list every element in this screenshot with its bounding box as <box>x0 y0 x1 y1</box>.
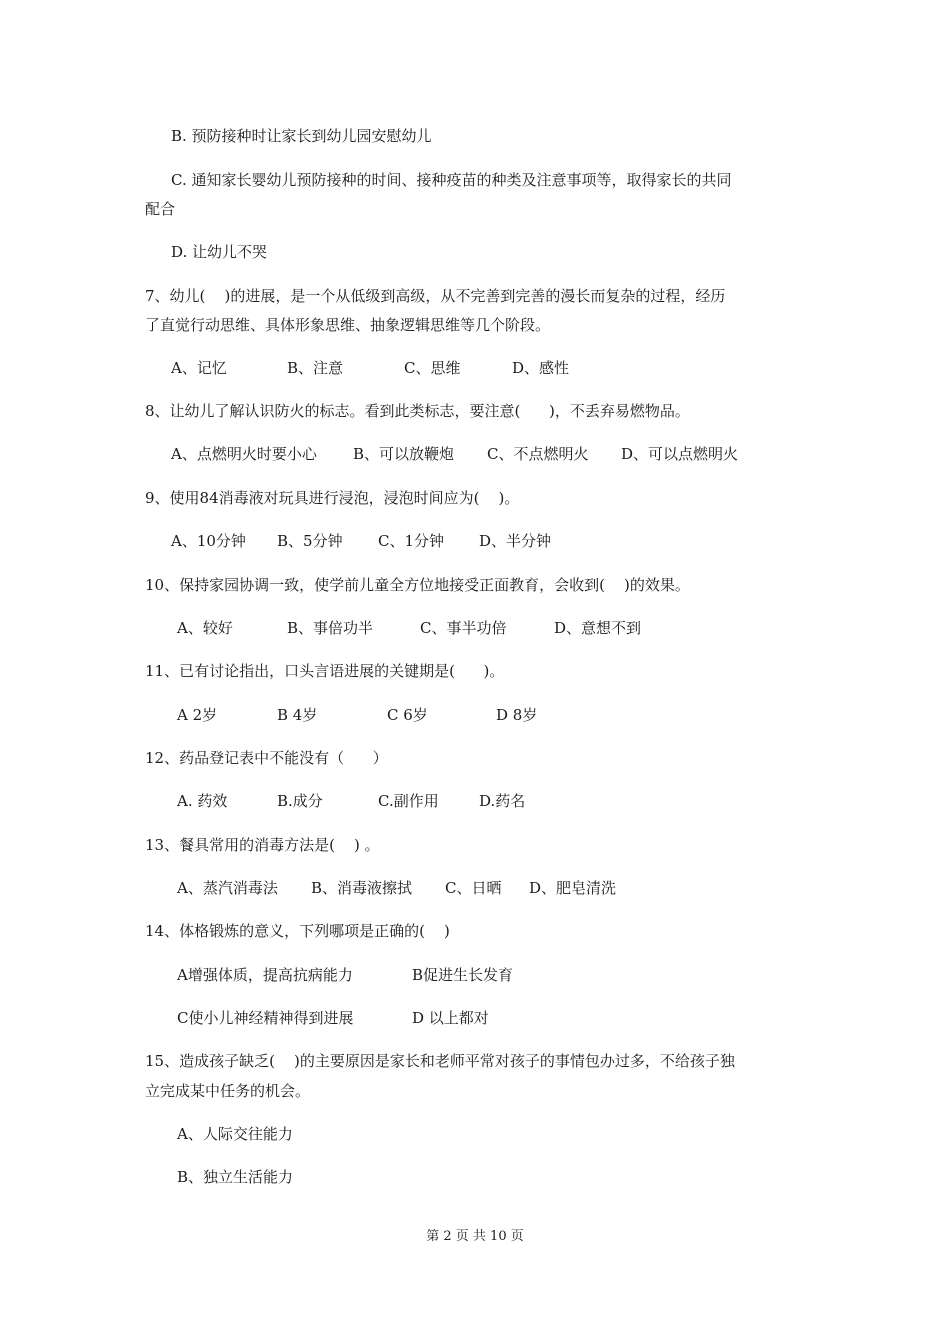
q12-option-a: A. 药效 <box>177 792 228 810</box>
q9-stem: 9、使用84消毒液对玩具进行浸泡，浸泡时间应为( )。 <box>145 489 520 507</box>
q8-option-b: B、可以放鞭炮 <box>353 445 455 463</box>
q11-option-a: A 2岁 <box>177 706 218 724</box>
q14-option-c: C使小儿神经精神得到进展 <box>177 1009 354 1027</box>
q7-option-a: A、记忆 <box>171 359 227 377</box>
q11-stem: 11、已有讨论指出，口头言语进展的关键期是( )。 <box>145 662 505 680</box>
q6-option-c-line1: C. 通知家长婴幼儿预防接种的时间、接种疫苗的种类及注意事项等，取得家长的共同 <box>171 171 732 189</box>
q12-stem: 12、药品登记表中不能没有（ ） <box>145 749 388 767</box>
q14-option-a: A增强体质，提高抗病能力 <box>177 966 353 984</box>
q13-option-b: B、消毒液擦拭 <box>311 879 413 897</box>
page-number-footer: 第 2 页 共 10 页 <box>426 1229 524 1244</box>
q11-option-b: B 4岁 <box>277 706 318 724</box>
q7-option-b: B、注意 <box>287 359 344 377</box>
q14-stem: 14、体格锻炼的意义，下列哪项是正确的( ) <box>145 922 450 940</box>
q11-option-c: C 6岁 <box>387 706 428 724</box>
q12-option-c: C.副作用 <box>378 792 439 810</box>
q10-stem: 10、保持家园协调一致，使学前儿童全方位地接受正面教育，会收到( )的效果。 <box>145 576 690 594</box>
q9-option-a: A、10分钟 <box>171 532 246 550</box>
q13-option-a: A、蒸汽消毒法 <box>177 879 278 897</box>
q9-option-d: D、半分钟 <box>479 532 552 550</box>
q15-stem-line2: 立完成某中任务的机会。 <box>145 1082 311 1100</box>
q9-option-b: B、5分钟 <box>277 532 343 550</box>
q14-option-d: D 以上都对 <box>412 1009 489 1027</box>
q15-option-b: B、独立生活能力 <box>177 1168 294 1186</box>
q11-option-d: D 8岁 <box>496 706 538 724</box>
q8-option-a: A、点燃明火时要小心 <box>171 445 317 463</box>
q7-stem-line1: 7、幼儿( )的进展，是一个从低级到高级，从不完善到完善的漫长而复杂的过程，经历 <box>145 287 726 305</box>
q7-option-c: C、思维 <box>404 359 461 377</box>
q6-option-d: D. 让幼儿不哭 <box>171 243 268 261</box>
q8-option-c: C、不点燃明火 <box>487 445 589 463</box>
q8-stem: 8、让幼儿了解认识防火的标志。看到此类标志，要注意( )，不丢弃易燃物品。 <box>145 402 690 420</box>
q7-option-d: D、感性 <box>512 359 570 377</box>
q9-option-c: C、1分钟 <box>378 532 445 550</box>
q6-option-c-line2: 配合 <box>145 200 176 218</box>
q10-option-a: A、较好 <box>177 619 233 637</box>
q10-option-b: B、事倍功半 <box>287 619 374 637</box>
q12-option-b: B.成分 <box>277 792 323 810</box>
q15-option-a: A、人际交往能力 <box>177 1125 293 1143</box>
q13-option-c: C、日晒 <box>445 879 502 897</box>
q7-stem-line2: 了直觉行动思维、具体形象思维、抽象逻辑思维等几个阶段。 <box>145 316 551 334</box>
q13-stem: 13、餐具常用的消毒方法是( ) 。 <box>145 836 380 854</box>
q10-option-c: C、事半功倍 <box>420 619 507 637</box>
q12-option-d: D.药名 <box>479 792 526 810</box>
q14-option-b: B促进生长发育 <box>412 966 514 984</box>
q10-option-d: D、意想不到 <box>554 619 642 637</box>
q6-option-b: B. 预防接种时让家长到幼儿园安慰幼儿 <box>171 127 432 145</box>
q8-option-d: D、可以点燃明火 <box>621 445 739 463</box>
q13-option-d: D、肥皂清洗 <box>529 879 617 897</box>
q15-stem-line1: 15、造成孩子缺乏( )的主要原因是家长和老师平常对孩子的事情包办过多，不给孩子独 <box>145 1052 735 1070</box>
